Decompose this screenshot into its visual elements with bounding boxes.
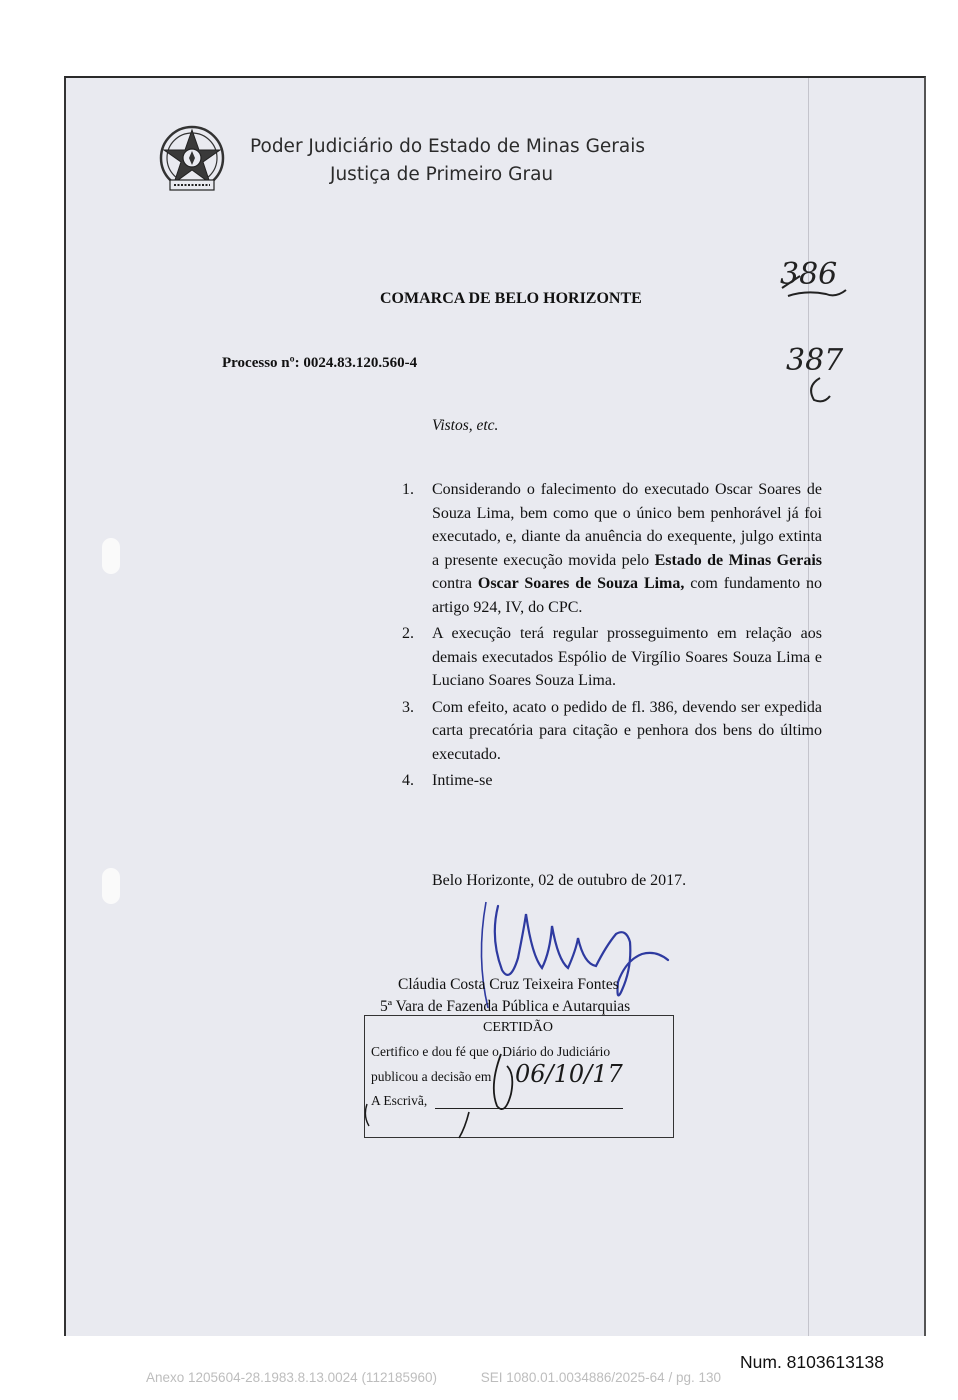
- signer-name: Cláudia Costa Cruz Teixeira Fontes: [398, 976, 619, 993]
- item-number: 2.: [402, 625, 414, 642]
- certidao-handwriting: [365, 1016, 675, 1139]
- document-number: Num. 8103613138: [740, 1352, 884, 1372]
- footer-sei: SEI 1080.01.0034886/2025-64 / pg. 130: [480, 1370, 721, 1385]
- process-number: Processo nº: 0024.83.120.560-4: [222, 355, 418, 371]
- certidao-line-1: Certifico e dou fé que o Diário do Judiciário: [371, 1044, 611, 1059]
- item-text-bold: Oscar Soares de Souza Lima,: [477, 575, 685, 592]
- item-number: 4.: [402, 772, 414, 789]
- date-line: Belo Horizonte, 02 de outubro de 2017.: [432, 872, 687, 889]
- folio-handwritten-marks: [766, 246, 876, 416]
- item-number: 1.: [402, 481, 414, 498]
- punch-hole: [102, 868, 120, 904]
- header-court-name: Poder Judiciário do Estado de Minas Gerais: [250, 136, 646, 157]
- decision-item: [402, 478, 822, 619]
- certidao-title: CERTIDÃO: [483, 1020, 553, 1035]
- item-number: 3.: [402, 698, 414, 716]
- item-text: [432, 769, 822, 793]
- item-text-part: Com efeito, acato o pedido de fl. 386, devendo ser expedida carta precatória para citação e penhora dos bens do último executado.: [432, 698, 822, 763]
- signer-office: 5ª Vara de Fazenda Pública e Autarquias: [380, 998, 631, 1015]
- item-text-part: Considerando o falecimento do executado Oscar Soares de Souza Lima, bem como que o único bem penhorável já foi executado, e, diante da anuência do exequente, julgo extinta a presente execução movida pelo: [432, 481, 822, 569]
- punch-hole: [102, 538, 120, 574]
- scanned-page: [64, 76, 926, 1336]
- certidao-line-2: publicou a decisão em: [371, 1069, 492, 1084]
- certidao-box: [364, 1015, 674, 1138]
- decision-item: [402, 769, 822, 793]
- page-footer: [146, 1370, 761, 1385]
- decision-items: [402, 478, 822, 796]
- footer-annex: Anexo 1205604-28.1983.8.13.0024 (112185960): [146, 1370, 438, 1385]
- item-text-part: Intime-se: [432, 772, 493, 789]
- decision-item: [402, 622, 822, 693]
- vistos-line: Vistos, etc.: [432, 417, 499, 434]
- item-text: [432, 696, 822, 767]
- folio-mark: 387: [786, 343, 844, 378]
- item-text: [432, 622, 822, 693]
- item-text-part: contra: [432, 575, 478, 592]
- header-instance: Justiça de Primeiro Grau: [330, 164, 554, 185]
- decision-item: [402, 696, 822, 767]
- comarca-title: COMARCA DE BELO HORIZONTE: [380, 290, 642, 307]
- certidao-handwritten-date: 06/10/17: [515, 1060, 623, 1088]
- item-text-part: com fundamento no artigo 924, IV, do CPC.: [432, 575, 823, 616]
- certidao-line-3: A Escrivã,: [371, 1093, 428, 1108]
- item-text-bold: Estado de Minas Gerais: [654, 551, 822, 569]
- court-seal-icon: [154, 122, 230, 198]
- item-text: [432, 478, 822, 619]
- folio-mark: 386: [780, 257, 838, 292]
- item-text-part: A execução terá regular prosseguimento em relação aos demais executados Espólio de Virgílio Soares Souza Lima e Luciano Soares Souza Lima.: [432, 625, 822, 689]
